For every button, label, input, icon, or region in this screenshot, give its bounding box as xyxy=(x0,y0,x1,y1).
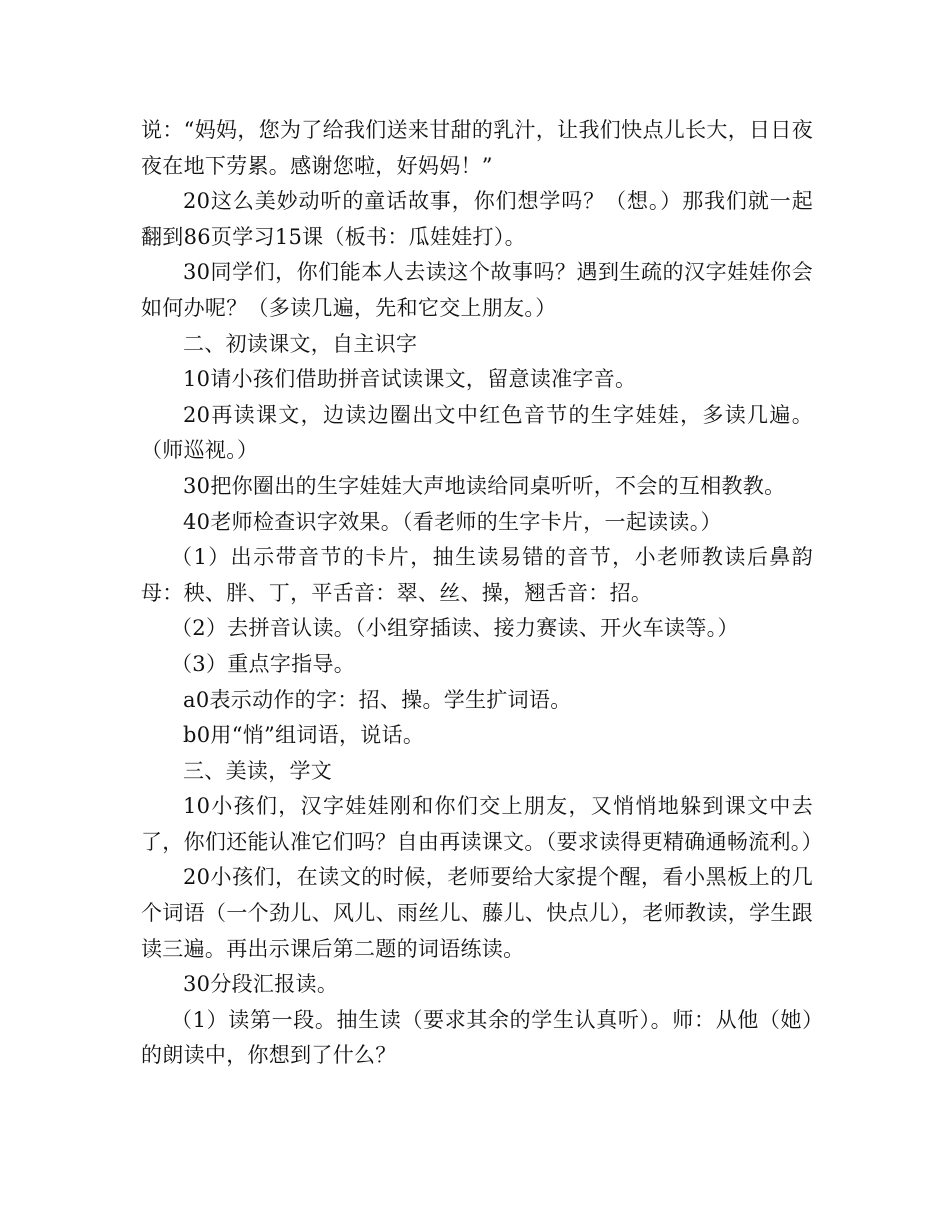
paragraph-subitem-1: （1）出示带音节的卡片，抽生读易错的音节，小老师教读后鼻韵母：秧、胖、丁，平舌音：翠、丝、操，翘舌音：招。 xyxy=(141,545,813,605)
paragraph-point-b: b0用“悄”组词语，说话。 xyxy=(183,723,425,748)
paragraph-reading-3: 30把你圈出的生字娃娃大声地读给同桌听听，不会的互相教教。 xyxy=(183,473,786,498)
paragraph-study-2: 20小孩们，在读文的时候，老师要给大家提个醒，看小黑板上的几个词语（一个劲儿、风儿、雨丝儿、藤儿、快点儿），老师教读，学生跟读三遍。再出示课后第二题的词语练读。 xyxy=(141,865,813,961)
paragraph-point-a: a0表示动作的字：招、操。学生扩词语。 xyxy=(183,687,572,712)
paragraph-study-1: 10小孩们，汉字娃娃刚和你们交上朋友，又悄悄地躲到课文中去了，你们还能认准它们吗？自由再读课文。（要求读得更精确通畅流利。） xyxy=(141,794,823,854)
paragraph-continuation: 说：“妈妈，您为了给我们送来甘甜的乳汁，让我们快点儿长大，日日夜夜在地下劳累。感谢您啦，好妈妈！” xyxy=(141,118,813,178)
paragraph-subitem-2: （2）去拼音认读。（小组穿插读、接力赛读、开火车读等。） xyxy=(171,616,739,641)
paragraph-reading-4: 40老师检查识字效果。（看老师的生字卡片，一起读读。） xyxy=(183,509,722,534)
section-heading-3: 三、美读，学文 xyxy=(183,758,333,783)
section-heading-2: 二、初读课文，自主识字 xyxy=(183,331,418,356)
paragraph-subitem-3: （3）重点字指导。 xyxy=(171,651,356,676)
paragraph-reading-2: 20再读课文，边读边圈出文中红色音节的生字娃娃，多读几遍。（师巡视。） xyxy=(141,402,813,463)
paragraph-study-3: 30分段汇报读。 xyxy=(183,972,339,997)
document-page xyxy=(141,113,823,1074)
paragraph-step-3: 30同学们，你们能本人去读这个故事吗？遇到生疏的汉字娃娃你会如何办呢？（多读几遍，先和它交上朋友。） xyxy=(141,260,813,320)
paragraph-step-2: 20这么美妙动听的童话故事，你们想学吗？（想。）那我们就一起翻到86页学习15课（板书：瓜娃娃打）。 xyxy=(141,189,813,249)
paragraph-study-subitem-1: （1）读第一段。抽生读（要求其余的学生认真听）。师：从他（她）的朗读中，你想到了什么？ xyxy=(141,1007,813,1068)
paragraph-reading-1: 10请小孩们借助拼音试读课文，留意读准字音。 xyxy=(183,367,637,392)
